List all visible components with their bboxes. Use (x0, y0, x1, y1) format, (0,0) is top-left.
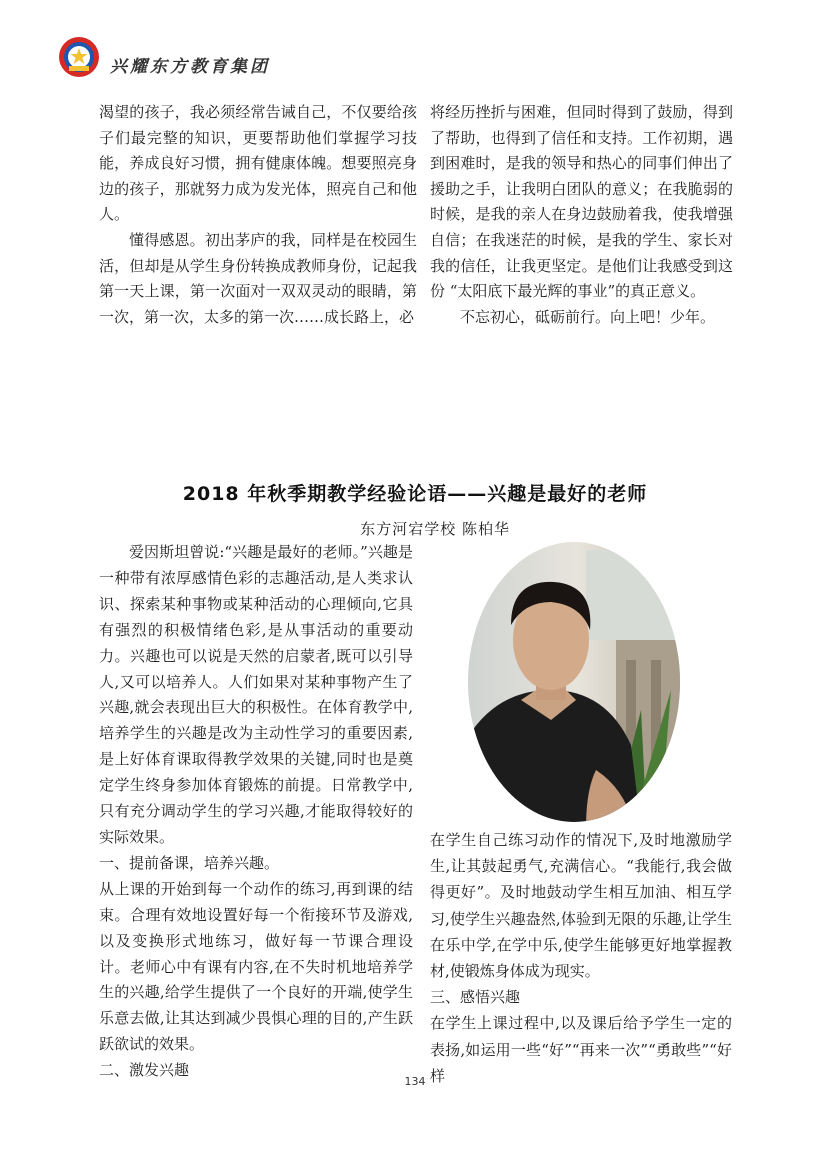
paragraph: 在学生上课过程中,以及课后给予学生一定的表扬,如运用一些“好”“再来一次”“勇敢些”“好样 (430, 1014, 732, 1085)
top-left-column (99, 100, 417, 330)
paragraph: 在学生自己练习动作的情况下,及时地激励学生,让其鼓起勇气,充满信心。“我能行,我会做得更好”。及时地鼓动学生相互加油、相互学习,使学生兴趣盎然,体验到无限的乐趣,让学生在乐中学,在学中乐,使学生能够更好地掌握教材,使锻炼身体成为现实。 (430, 831, 732, 981)
article-left-column (99, 540, 413, 1084)
paragraph: 将经历挫折与困难，但同时得到了鼓励，得到了帮助，也得到了信任和支持。工作初期，遇到困难时，是我的领导和热心的同事们伸出了援助之手，让我明白团队的意义；在我脆弱的时候，是我的亲人在身边鼓励着我，使我增强自信；在我迷茫的时候，是我的学生、家长对我的信任，让我更坚定。是他们让我感受到这份 “太阳底下最光辉的事业”的真正意义。 (430, 103, 733, 301)
section-heading: 三、感悟兴趣 (430, 988, 521, 1007)
paragraph: 不忘初心，砥砺前行。向上吧！少年。 (460, 307, 716, 326)
article-author: 东方河宕学校 陈柏华 (360, 520, 510, 538)
paragraph: 渴望的孩子，我必须经常告诫自己，不仅要给孩子们最完整的知识，更要帮助他们掌握学习技能，养成良好习惯，拥有健康体魄。想要照亮身边的孩子，那就努力成为发光体，照亮自己和他人。 (99, 103, 417, 224)
paragraph: 从上课的开始到每一个动作的练习,再到课的结束。合理有效地设置好每一个衔接环节及游戏,以及变换形式地练习，做好每一节课合理设计。老师心中有课有内容,在不失时机地培养学生的兴趣,给学生提供了一个良好的开端,使学生乐意去做,让其达到减少畏惧心理的目的,产生跃跃欲试的效果。 (99, 879, 413, 1054)
page-number: 134 (404, 1075, 426, 1088)
paragraph: 爱因斯坦曾说:“兴趣是最好的老师。”兴趣是一种带有浓厚感情色彩的志趣活动,是人类求认识、探索某种事物或某种活动的心理倾向,它具有强烈的积极情绪色彩,是从事活动的重要动力。兴趣也可以说是天然的启蒙者,既可以引导人,又可以培养人。人们如果对某种事物产生了兴趣,就会表现出巨大的积极性。在体育教学中,培养学生的兴趣是改为主动性学习的重要因素,是上好体育课取得教学效果的关键,同时也是奠定学生终身参加体育锻炼的前提。日常教学中,只有充分调动学生的学习兴趣,才能取得较好的实际效果。 (99, 543, 413, 846)
paragraph: 懂得感恩。初出茅庐的我，同样是在校园生活，但却是从学生身份转换成教师身份，记起我第一天上课，第一次面对一双双灵动的眼睛，第一次，第一次，太多的第一次……成长路上，必 (99, 230, 417, 326)
author-photo (466, 540, 690, 828)
section-heading: 二、激发兴趣 (99, 1061, 190, 1080)
article-right-column (430, 827, 732, 1089)
section-heading: 一、提前备课，培养兴趣。 (99, 853, 280, 872)
school-emblem-icon (58, 36, 100, 78)
brand-name: 兴耀东方教育集团 (110, 57, 270, 77)
article-title: 2018 年秋季期教学经验论语——兴趣是最好的老师 (182, 483, 648, 505)
top-right-column (430, 100, 733, 330)
